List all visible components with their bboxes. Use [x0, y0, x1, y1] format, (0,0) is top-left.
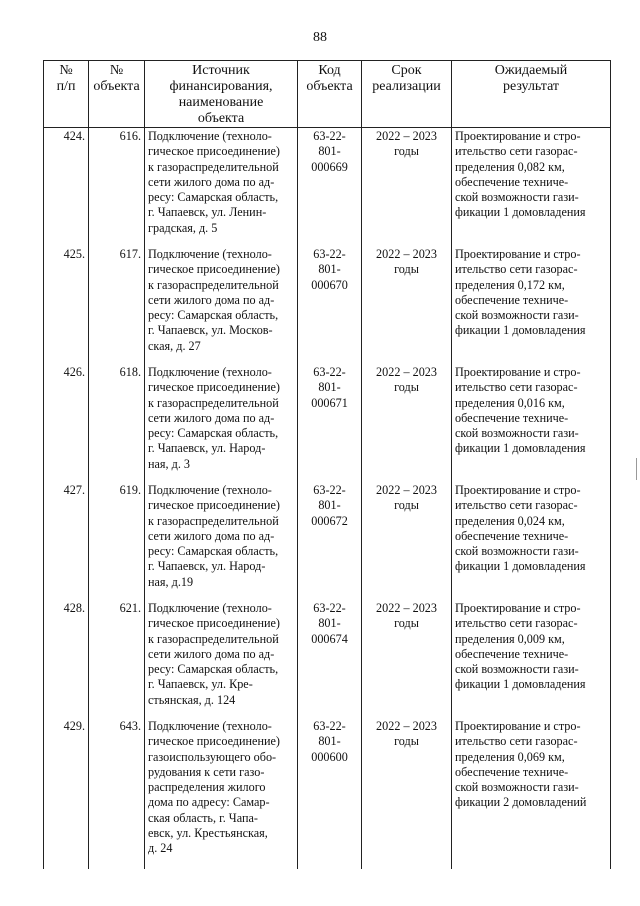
header-row-number: № п/п — [44, 61, 89, 128]
row-number: 427. — [44, 483, 89, 601]
object-code: 63-22- 801- 000672 — [298, 483, 362, 601]
row-number: 425. — [44, 247, 89, 365]
implementation-term: 2022 – 2023 годы — [362, 128, 452, 248]
page-number: 88 — [313, 30, 327, 45]
source-name: Подключение (техноло- гическое присоединение) к газораспределительной сети жилого дома по ад- ресу: Самарская область, г. Чапаевск, ул. Москов- ская, д. 27 — [145, 247, 298, 365]
implementation-term: 2022 – 2023 годы — [362, 483, 452, 601]
implementation-term: 2022 – 2023 годы — [362, 719, 452, 869]
object-code: 63-22- 801- 000674 — [298, 601, 362, 719]
source-name: Подключение (техноло- гическое присоединение) к газораспределительной сети жилого дома по ад- ресу: Самарская область, г. Чапаевск, ул. Кре- стьянская, д. 124 — [145, 601, 298, 719]
row-number: 424. — [44, 128, 89, 248]
source-name: Подключение (техноло- гическое присоединение) газоиспользующего обо- рудования к сети газо- распределения жилого дома по адресу: Самар- ская область, г. Чапа- евск, ул. Крестьянская, д. 24 — [145, 719, 298, 869]
object-number: 618. — [89, 365, 145, 483]
table-header-row — [44, 61, 611, 128]
table-row — [44, 483, 611, 601]
object-code: 63-22- 801- 000670 — [298, 247, 362, 365]
implementation-term: 2022 – 2023 годы — [362, 247, 452, 365]
object-number: 619. — [89, 483, 145, 601]
implementation-term: 2022 – 2023 годы — [362, 601, 452, 719]
table-row — [44, 719, 611, 869]
header-term: Срок реализации — [362, 61, 452, 128]
object-number: 617. — [89, 247, 145, 365]
expected-result: Проектирование и стро- ительство сети газорас- пределения 0,069 км, обеспечение техниче- ской возможности гази- фикации 2 домовладений — [452, 719, 611, 869]
header-object-number: № объекта — [89, 61, 145, 128]
header-source-name: Источник финансирования, наименование объекта — [145, 61, 298, 128]
table-row — [44, 601, 611, 719]
expected-result: Проектирование и стро- ительство сети газорас- пределения 0,024 км, обеспечение техниче- ской возможности гази- фикации 1 домовладения — [452, 483, 611, 601]
header-expected-result: Ожидаемый результат — [452, 61, 611, 128]
objects-table — [43, 60, 611, 869]
expected-result: Проектирование и стро- ительство сети газорас- пределения 0,172 км, обеспечение техниче- ской возможности гази- фикации 1 домовладения — [452, 247, 611, 365]
object-number: 643. — [89, 719, 145, 869]
source-name: Подключение (техноло- гическое присоединение) к газораспределительной сети жилого дома по ад- ресу: Самарская область, г. Чапаевск, ул. Народ- ная, д. 3 — [145, 365, 298, 483]
object-number: 616. — [89, 128, 145, 248]
page-edge-mark — [636, 458, 637, 480]
expected-result: Проектирование и стро- ительство сети газорас- пределения 0,016 км, обеспечение техниче- ской возможности гази- фикации 1 домовладения — [452, 365, 611, 483]
row-number: 429. — [44, 719, 89, 869]
source-name: Подключение (техноло- гическое присоединение) к газораспределительной сети жилого дома по ад- ресу: Самарская область, г. Чапаевск, ул. Народ- ная, д.19 — [145, 483, 298, 601]
object-code: 63-22- 801- 000669 — [298, 128, 362, 248]
row-number: 426. — [44, 365, 89, 483]
source-name: Подключение (техноло- гическое присоединение) к газораспределительной сети жилого дома по ад- ресу: Самарская область, г. Чапаевск, ул. Ленин- градская, д. 5 — [145, 128, 298, 248]
table-row — [44, 128, 611, 248]
expected-result: Проектирование и стро- ительство сети газорас- пределения 0,082 км, обеспечение техниче- ской возможности гази- фикации 1 домовладения — [452, 128, 611, 248]
expected-result: Проектирование и стро- ительство сети газорас- пределения 0,009 км, обеспечение техниче- ской возможности гази- фикации 1 домовладения — [452, 601, 611, 719]
object-number: 621. — [89, 601, 145, 719]
implementation-term: 2022 – 2023 годы — [362, 365, 452, 483]
row-number: 428. — [44, 601, 89, 719]
table-row — [44, 365, 611, 483]
object-code: 63-22- 801- 000600 — [298, 719, 362, 869]
table-row — [44, 247, 611, 365]
header-object-code: Код объекта — [298, 61, 362, 128]
object-code: 63-22- 801- 000671 — [298, 365, 362, 483]
